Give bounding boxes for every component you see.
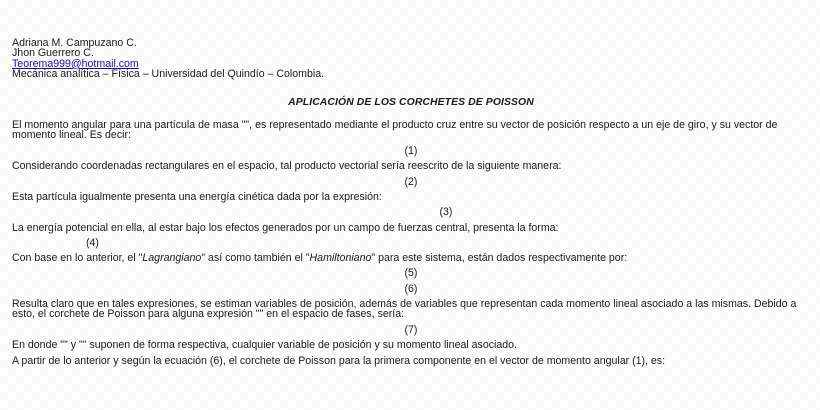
- author-name-2: Jhon Guerrero C.: [12, 47, 94, 60]
- equation-6-label: (6): [404, 282, 418, 295]
- equation-4-label: (4): [86, 237, 99, 250]
- paragraph-6: Resulta claro que en tales expresiones, se estiman variables de posición, además de variables que representan cada momento lineal asociado a las mismas. Debido a esto, el corchete de Poisson para alguna expresión "" en el espacio de fases, sería:: [12, 297, 797, 321]
- lagrangian-term: Lagrangiano: [142, 251, 202, 264]
- author-email-link[interactable]: Teorema999@hotmail.com: [12, 57, 139, 70]
- document-title: APLICACIÓN DE LOS CORCHETES DE POISSON: [288, 96, 534, 108]
- equation-3-label: (3): [439, 206, 453, 219]
- paragraph-5-part-b: " así como también el ": [201, 251, 310, 264]
- paragraph-5-part-c: " para este sistema, están dados respectivamente por:: [371, 251, 628, 264]
- paragraph-5-part-a: Con base en lo anterior, el ": [12, 251, 143, 264]
- paragraph-2: Considerando coordenadas rectangulares en el espacio, tal producto vectorial sería reescrito de la siguiente manera:: [12, 160, 562, 173]
- paragraph-8: A partir de lo anterior y según la ecuación (6), el corchete de Poisson para la primera componente en el vector de momento angular (1), es:: [12, 354, 666, 367]
- paragraph-7: En donde "" y "" suponen de forma respectiva, cualquier variable de posición y su momento lineal asociado.: [12, 339, 517, 352]
- equation-7-label: (7): [404, 323, 418, 336]
- author-affiliation: Mecánica analítica – Física – Universidad del Quindío – Colombia.: [12, 68, 325, 81]
- paragraph-4: La energía potencial en ella, al estar bajo los efectos generados por un campo de fuerzas central, presenta la forma:: [12, 221, 559, 234]
- paragraph-1: El momento angular para una partícula de masa "", es representado mediante el producto cruz entre su vector de posición respecto a un eje de giro, y su vector de momento lineal. Es decir:: [12, 119, 778, 142]
- paragraph-3: Esta partícula igualmente presenta una energía cinética dada por la expresión:: [12, 191, 382, 204]
- author-name-1: Adriana M. Campuzano C.: [12, 37, 137, 49]
- author-block: [12, 38, 810, 80]
- hamiltonian-term: Hamiltoniano: [309, 251, 372, 264]
- equation-1-label: (1): [404, 144, 418, 157]
- equation-2-label: (2): [404, 175, 418, 188]
- paragraph-5: [12, 253, 810, 263]
- document-content: [12, 38, 810, 371]
- equation-5-label: (5): [404, 267, 418, 280]
